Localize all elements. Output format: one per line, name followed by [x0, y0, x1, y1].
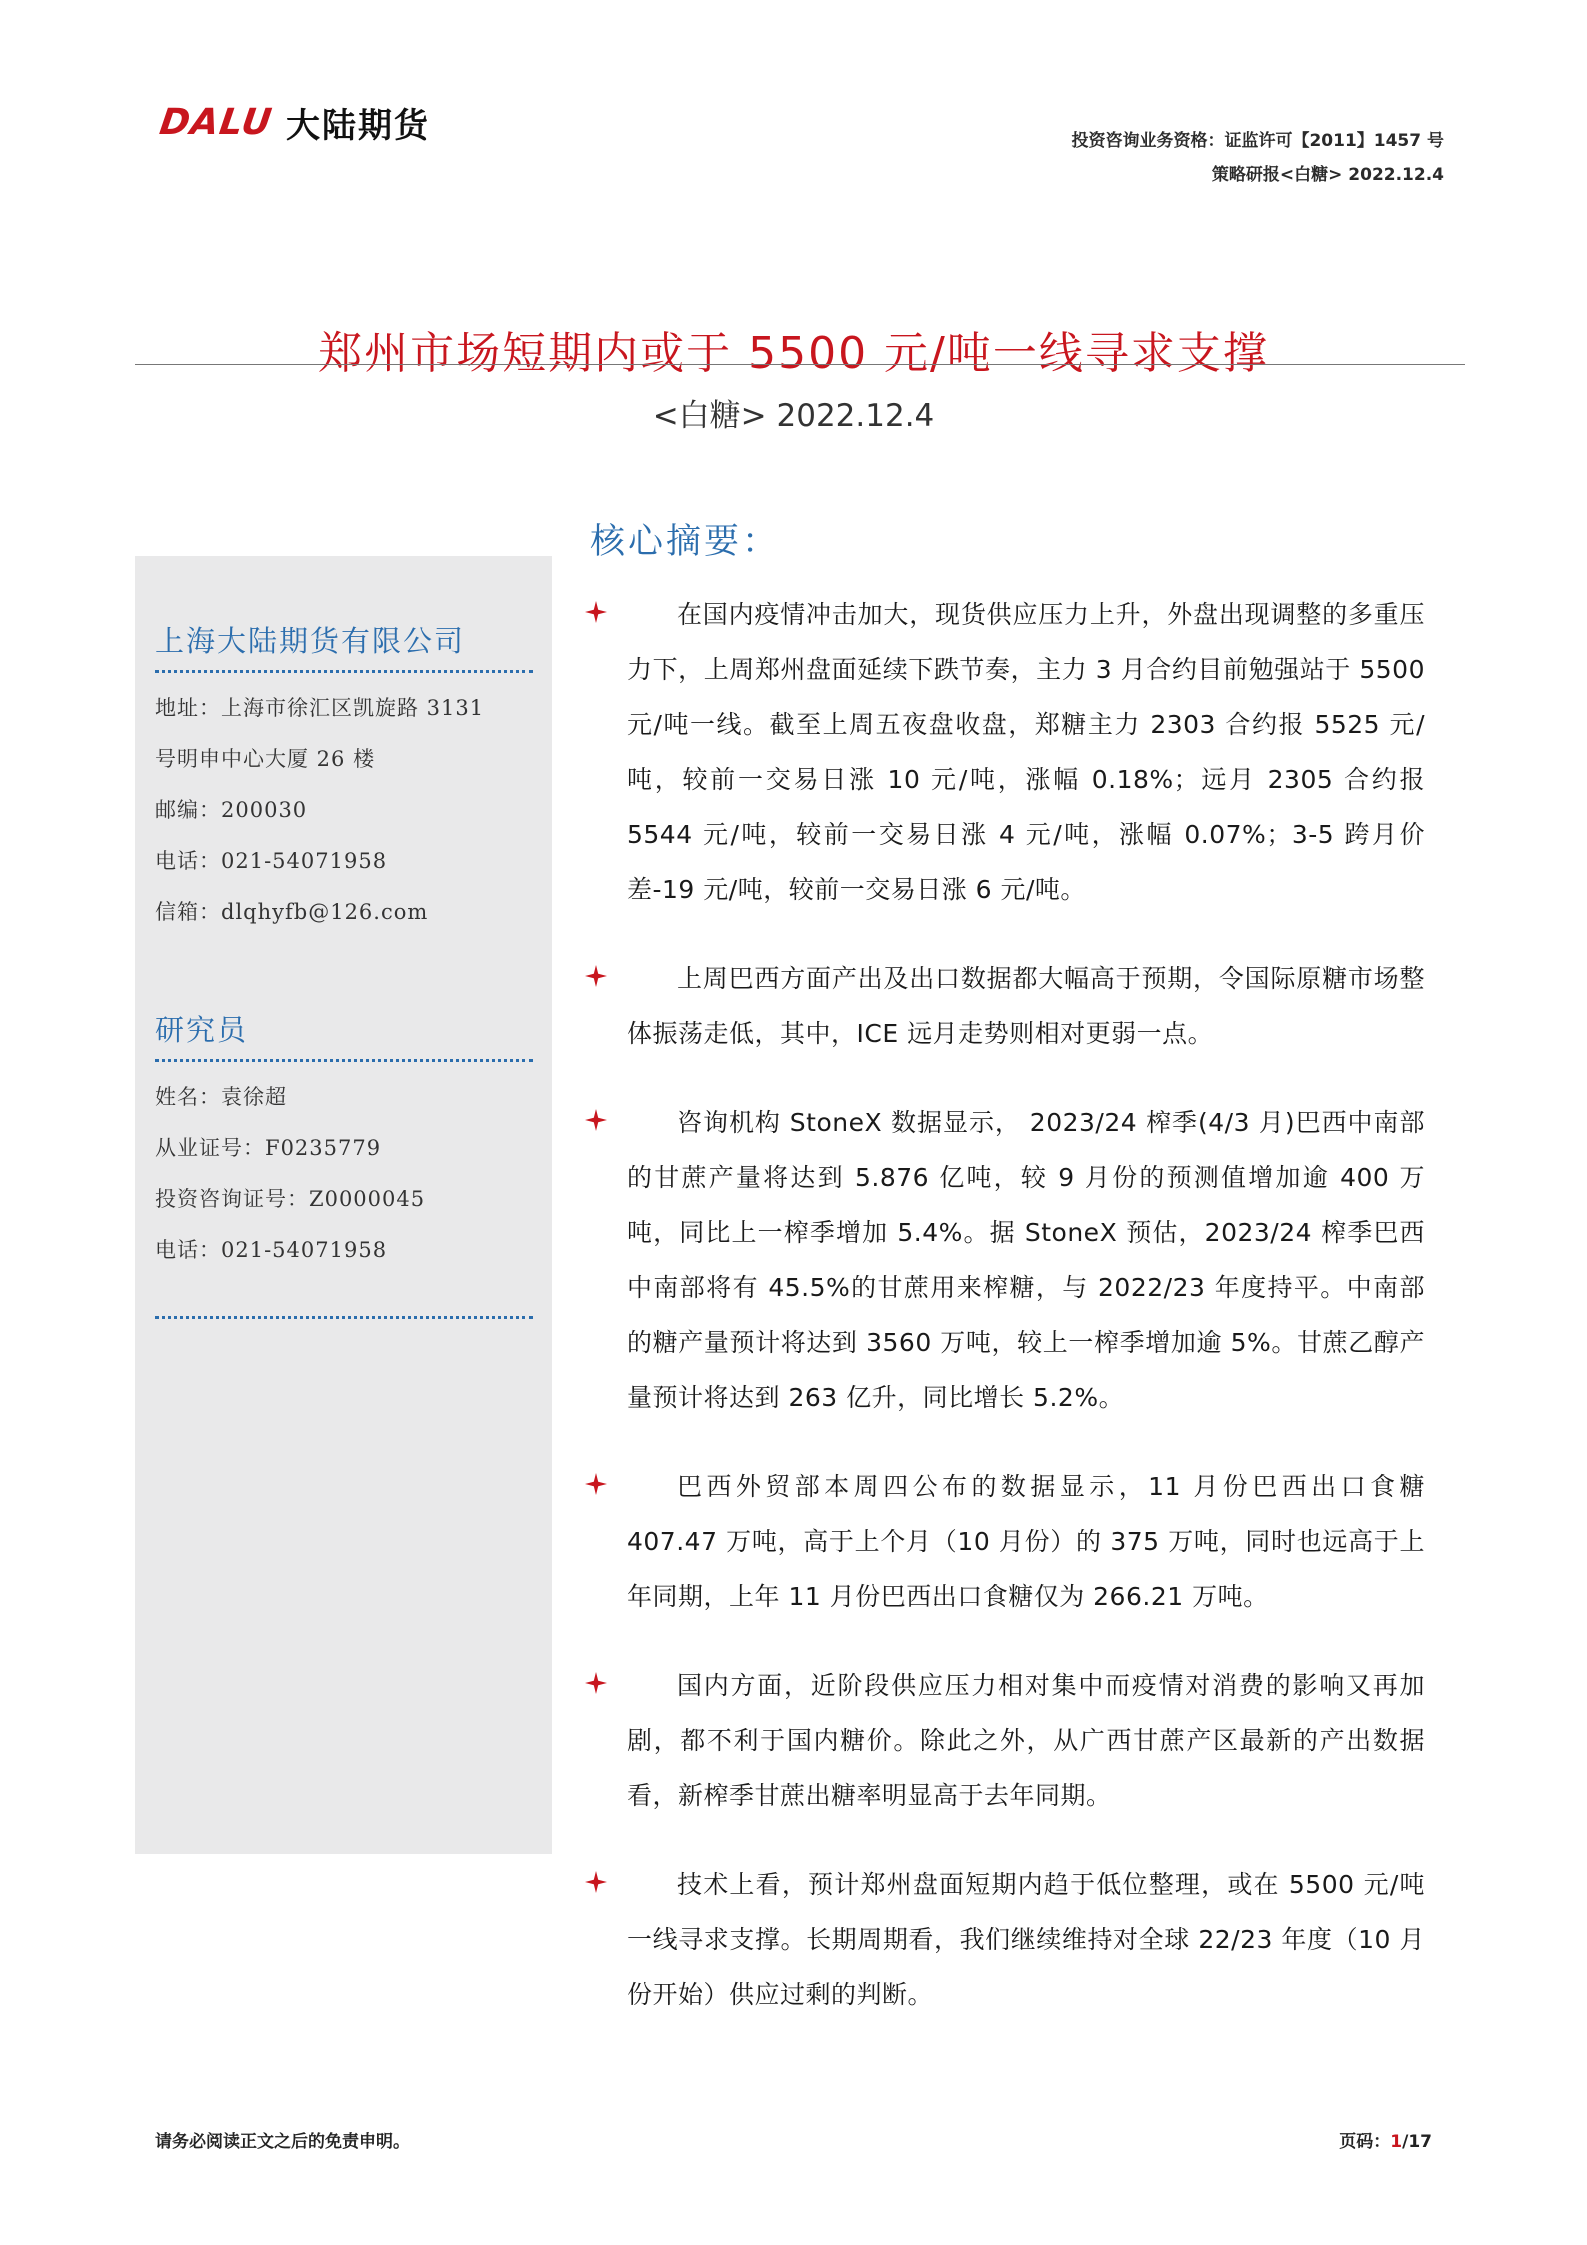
- page-indicator: [1339, 2127, 1432, 2152]
- company-logo: [157, 100, 430, 146]
- summary-bullet: [585, 1857, 1425, 2022]
- dotted-divider: [155, 1316, 533, 1319]
- summary-bullets: [585, 587, 1425, 2056]
- researcher-advisory-license: 投资咨询证号：Z0000045: [155, 1187, 426, 1211]
- document-title: 郑州市场短期内或于 5500 元/吨一线寻求支撑: [318, 328, 1269, 380]
- summary-bullet: [585, 1658, 1425, 1823]
- four-point-star-icon: [585, 1871, 607, 1893]
- document-subtitle: <白糖> 2022.12.4: [652, 398, 935, 434]
- sidebar-panel: [135, 556, 552, 1854]
- researcher-details: [155, 1072, 535, 1276]
- dotted-divider: [155, 1059, 533, 1062]
- four-point-star-icon: [585, 1109, 607, 1131]
- researcher-license: 从业证号：F0235779: [155, 1136, 382, 1160]
- researcher-info-block: [155, 1008, 535, 1319]
- four-point-star-icon: [585, 1473, 607, 1495]
- four-point-star-icon: [585, 601, 607, 623]
- logo-company-name: 大陆期货: [285, 105, 430, 146]
- summary-bullet: [585, 951, 1425, 1061]
- summary-bullet: [585, 1095, 1425, 1425]
- summary-bullet-text: 咨询机构 StoneX 数据显示， 2023/24 榨季(4/3 月)巴西中南部的甘蔗产量将达到 5.876 亿吨，较 9 月份的预测值增加逾 400 万吨，同比上一榨季增加 5.4%。据 StoneX 预估，2023/24 榨季巴西中南部将有 45.5%的甘蔗用来榨糖，与 2022/23 年度持平。中南部的糖产量预计将达到 3560 万吨，较上一榨季增加逾 5%。甘蔗乙醇产量预计将达到 263 亿升，同比增长 5.2%。: [627, 1108, 1425, 1412]
- header-meta: [1071, 124, 1444, 192]
- dotted-divider: [155, 670, 533, 673]
- summary-bullet-text: 国内方面，近阶段供应压力相对集中而疫情对消费的影响又再加剧，都不利于国内糖价。除此之外，从广西甘蔗产区最新的产出数据看，新榨季甘蔗出糖率明显高于去年同期。: [627, 1671, 1425, 1810]
- title-divider: [135, 364, 1465, 365]
- page-label: 页码：: [1339, 2132, 1391, 2152]
- four-point-star-icon: [585, 965, 607, 987]
- company-details: [155, 683, 535, 938]
- summary-title: 核心摘要：: [590, 522, 781, 562]
- summary-bullet-text: 在国内疫情冲击加大，现货供应压力上升，外盘出现调整的多重压力下，上周郑州盘面延续下跌节奏，主力 3 月合约目前勉强站于 5500 元/吨一线。截至上周五夜盘收盘，郑糖主力 2303 合约报 5525 元/吨，较前一交易日涨 10 元/吨，涨幅 0.18%；远月 2305 合约报 5544 元/吨，较前一交易日涨 4 元/吨，涨幅 0.07%；3-5 跨月价差-19 元/吨，较前一交易日涨 6 元/吨。: [627, 600, 1425, 904]
- page-total: /17: [1402, 2132, 1432, 2152]
- company-phone: 电话：021-54071958: [155, 849, 388, 873]
- footer-disclaimer: 请务必阅读正文之后的免责申明。: [155, 2132, 410, 2152]
- summary-bullet-text: 巴西外贸部本周四公布的数据显示，11 月份巴西出口食糖 407.47 万吨，高于上个月（10 月份）的 375 万吨，同时也远高于上年同期，上年 11 月份巴西出口食糖仅为 266.21 万吨。: [627, 1472, 1425, 1611]
- page-current: 1: [1390, 2132, 1403, 2152]
- dalu-logo-icon: DALU: [157, 101, 275, 143]
- company-info-block: [155, 619, 535, 938]
- qualification-text: 投资咨询业务资格：证监许可【2011】1457 号: [1071, 131, 1444, 151]
- company-address-line-1: 地址：上海市徐汇区凯旋路 3131: [155, 696, 485, 720]
- summary-bullet-text: 技术上看，预计郑州盘面短期内趋于低位整理，或在 5500 元/吨一线寻求支撑。长期周期看，我们继续维持对全球 22/23 年度（10 月份开始）供应过剩的判断。: [627, 1870, 1425, 2009]
- company-email: 信箱：dlqhyfb@126.com: [155, 900, 429, 924]
- company-address-line-2: 号明申中心大厦 26 楼: [155, 747, 376, 771]
- summary-bullet: [585, 1459, 1425, 1624]
- report-line: 策略研报<白糖> 2022.12.4: [1211, 165, 1444, 185]
- researcher-heading: 研究员: [155, 1013, 249, 1047]
- summary-bullet: [585, 587, 1425, 917]
- researcher-phone: 电话：021-54071958: [155, 1238, 388, 1262]
- company-heading: 上海大陆期货有限公司: [155, 624, 466, 658]
- company-postcode: 邮编：200030: [155, 798, 308, 822]
- researcher-name: 姓名：袁徐超: [155, 1085, 287, 1109]
- four-point-star-icon: [585, 1672, 607, 1694]
- summary-bullet-text: 上周巴西方面产出及出口数据都大幅高于预期，令国际原糖市场整体振荡走低，其中，ICE 远月走势则相对更弱一点。: [627, 964, 1425, 1048]
